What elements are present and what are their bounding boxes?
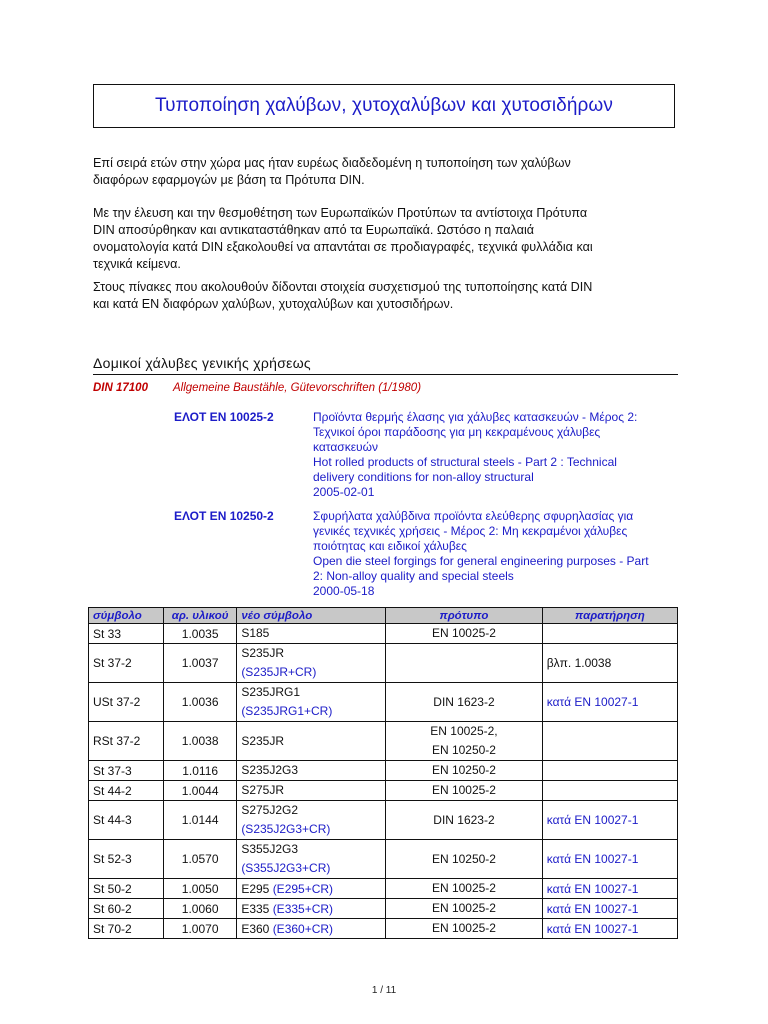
standard-cell [386,761,543,781]
new-symbol-cr-text: (E295+CR) [272,881,334,896]
symbol-cell [89,761,164,781]
note-reference-text: κατά EN 10027-1 [546,813,639,827]
symbol-text: RSt 37-2 [93,734,141,748]
new-symbol-cr-text: (S235JRG1+CR) [241,704,333,718]
note-reference-text: κατά EN 10027-1 [546,901,639,916]
symbol-cell [89,840,164,879]
new-symbol-cell [237,840,386,879]
column-header: πρότυπο [386,608,543,624]
note-reference-text: κατά EN 10027-1 [546,852,639,866]
note-cell [542,801,677,840]
new-symbol-cr-text: (S355J2G3+CR) [241,861,331,875]
symbol-text: St 37-2 [93,656,132,670]
material-number-text: 1.0116 [182,763,219,778]
intro-paragraph-3 [93,279,678,313]
symbol-cell [89,781,164,801]
symbol-cell [89,899,164,919]
standard-date: 2000-05-18 [313,584,375,598]
standard-cell [386,879,543,899]
material-number-cell [163,761,236,781]
text-line: και κατά ΕΝ διαφόρων χαλύβων, χυτοχαλύβων και χυτοσιδήρων. [93,297,454,311]
new-symbol-cell [237,781,386,801]
title-box [93,84,675,128]
standard-title-en: Hot rolled products of structural steels - Part 2 : Technical delivery conditions for non-alloy structural [313,455,617,484]
note-cell [542,840,677,879]
table-header-row [89,608,678,624]
symbol-text: St 44-3 [93,813,132,827]
material-number-text: 1.0144 [181,813,219,827]
note-cell [542,899,677,919]
new-symbol-cr-text: (S235JR+CR) [241,665,317,679]
material-number-text: 1.0036 [181,695,219,709]
new-symbol-cell [237,879,386,899]
column-header: αρ. υλικού [163,608,236,624]
symbol-cell [89,722,164,761]
table-row [89,840,678,879]
material-number-text: 1.0070 [181,921,219,936]
note-cell [542,781,677,801]
note-cell [542,879,677,899]
note-cell [542,919,677,939]
text-line: διαφόρων εφαρμογών με βάση τα Πρότυπα DIN. [93,173,365,187]
standard-text: EN 10250-2 [431,743,496,757]
standard-cell [386,683,543,722]
standard-description [313,509,678,599]
symbol-cell [89,644,164,683]
standard-title-gr: Σφυρήλατα χαλύβδινα προϊόντα ελεύθερης σφυρηλασίας για γενικές τεχνικές χρήσεις - Μέρος 2: Μη κεκραμένοι χάλυβες ποιότητας και ειδικοί χάλυβες [313,509,634,553]
new-symbol-text: E360 [241,921,270,936]
table-row [89,781,678,801]
din-code: DIN 17100 [93,382,148,394]
standard-text: EN 10025-2 [431,901,496,915]
text-line: DIN αποσύρθηκαν και αντικαταστάθηκαν από τα Ευρωπαϊκά. Ωστόσο η παλαιά [93,223,535,237]
standard-cell [386,781,543,801]
symbol-cell [89,919,164,939]
standard-text: EN 10250-2 [431,851,496,866]
standard-cell [386,919,543,939]
standard-cell [386,840,543,879]
symbol-text: USt 37-2 [93,695,141,709]
note-cell [542,761,677,781]
text-line: τεχνικά κείμενα. [93,257,181,271]
material-number-text: 1.0060 [181,901,219,916]
column-header: σύμβολο [89,608,164,624]
note-cell [542,644,677,683]
symbol-text: St 44-2 [93,783,132,798]
standard-text: EN 10025-2, [430,724,498,738]
standard-title-en: Open die steel forgings for general engineering purposes - Part 2: Non-alloy quality and special steels [313,554,649,583]
section-title: Δομικοί χάλυβες γενικής χρήσεως [93,355,678,375]
table-row [89,879,678,899]
note-cell [542,683,677,722]
new-symbol-text: E295 [241,881,270,896]
table-body [89,624,678,939]
standard-text: EN 10025-2 [431,881,496,895]
symbol-cell [89,624,164,644]
text-line: Στους πίνακες που ακολουθούν δίδονται στοιχεία συσχετισμού της τυποποίησης κατά DIN [93,280,593,294]
note-reference-text: κατά EN 10027-1 [546,695,639,709]
intro-paragraph-2 [93,205,678,273]
standard-cell [386,801,543,840]
new-symbol-cell [237,644,386,683]
new-symbol-cr-text: (E360+CR) [272,921,334,936]
standard-cell [386,722,543,761]
new-symbol-text: S185 [241,626,270,640]
material-number-cell [163,624,236,644]
standard-description [313,410,678,500]
table-row [89,644,678,683]
column-header: νέο σύμβολο [237,608,386,624]
standard-title-gr: Προϊόντα θερμής έλασης για χάλυβες κατασκευών - Μέρος 2: Τεχνικοί όροι παράδοσης για μη κεκραμένους χάλυβες κατασκευών [313,410,638,454]
note-cell [542,624,677,644]
material-number-cell [163,879,236,899]
symbol-text: St 70-2 [93,921,132,936]
material-number-text: 1.0035 [181,626,219,641]
material-number-text: 1.0037 [181,656,219,670]
table-row [89,801,678,840]
page-number: 1 / 11 [371,985,397,996]
symbol-text: St 50-2 [93,881,132,896]
steel-designation-table [88,607,678,939]
text-line: Επί σειρά ετών στην χώρα μας ήταν ευρέως διαδεδομένη η τυποποίηση των χαλύβων [93,156,571,170]
table-row [89,899,678,919]
standard-text: EN 10025-2 [431,921,496,935]
new-symbol-cell [237,761,386,781]
column-header: παρατήρηση [542,608,677,624]
material-number-cell [163,781,236,801]
new-symbol-cr-text: (S235J2G3+CR) [241,822,331,836]
standard-text: EN 10025-2 [431,783,496,797]
material-number-cell [163,801,236,840]
standard-text: EN 10025-2 [431,626,496,640]
symbol-text: St 60-2 [93,901,132,916]
material-number-cell [163,899,236,919]
new-symbol-cell [237,683,386,722]
symbol-cell [89,683,164,722]
note-cell [542,722,677,761]
new-symbol-cell [237,801,386,840]
symbol-cell [89,879,164,899]
material-number-cell [163,722,236,761]
material-number-text: 1.0570 [181,852,219,866]
new-symbol-text: S235JR [241,733,285,748]
standard-cell [386,624,543,644]
material-number-text: 1.0044 [181,783,219,798]
table-row [89,624,678,644]
material-number-cell [163,919,236,939]
standard-code: ΕΛΟΤ ΕΝ 10025-2 [174,410,274,424]
new-symbol-text: S235JR [241,646,285,660]
new-symbol-cr-text: (E335+CR) [272,901,334,916]
new-symbol-cell [237,899,386,919]
new-symbol-text: E335 [241,901,270,916]
symbol-cell [89,801,164,840]
table-row [89,683,678,722]
document-title: Τυποποίηση χαλύβων, χυτοχαλύβων και χυτοσιδήρων [155,95,613,116]
din-reference [93,382,421,394]
standard-date: 2005-02-01 [313,485,375,499]
standard-cell [386,899,543,919]
standard-text: DIN 1623-2 [433,694,495,709]
material-number-cell [163,644,236,683]
material-number-text: 1.0038 [181,734,219,748]
new-symbol-text: S355J2G3 [241,842,299,856]
new-symbol-text: S235JRG1 [241,685,301,699]
standard-text: EN 10250-2 [431,763,496,777]
new-symbol-text: S235J2G3 [241,763,299,777]
table-row [89,761,678,781]
text-line: ονοματολογία κατά DIN εξακολουθεί να απαντάται σε προδιαγραφές, τεχνικά φυλλάδια και [93,240,593,254]
new-symbol-cell [237,624,386,644]
new-symbol-cell [237,722,386,761]
symbol-text: St 33 [93,626,122,641]
note-text: βλπ. 1.0038 [546,656,612,670]
new-symbol-cell [237,919,386,939]
note-reference-text: κατά EN 10027-1 [546,921,639,936]
standard-cell [386,644,543,683]
material-number-text: 1.0050 [181,881,219,896]
material-number-cell [163,683,236,722]
table-row [89,722,678,761]
standard-code: ΕΛΟΤ ΕΝ 10250-2 [174,509,274,523]
symbol-text: St 37-3 [93,763,132,778]
note-reference-text: κατά EN 10027-1 [546,881,639,896]
text-line: Με την έλευση και την θεσμοθέτηση των Ευρωπαϊκών Προτύπων τα αντίστοιχα Πρότυπα [93,206,588,220]
material-number-cell [163,840,236,879]
din-description: Allgemeine Baustähle, Gütevorschriften (1/1980) [173,382,422,394]
new-symbol-text: S275JR [241,783,285,797]
intro-paragraph-1 [93,155,678,189]
table-row [89,919,678,939]
symbol-text: St 52-3 [93,852,132,866]
standard-text: DIN 1623-2 [433,812,495,827]
new-symbol-text: S275J2G2 [241,803,299,817]
